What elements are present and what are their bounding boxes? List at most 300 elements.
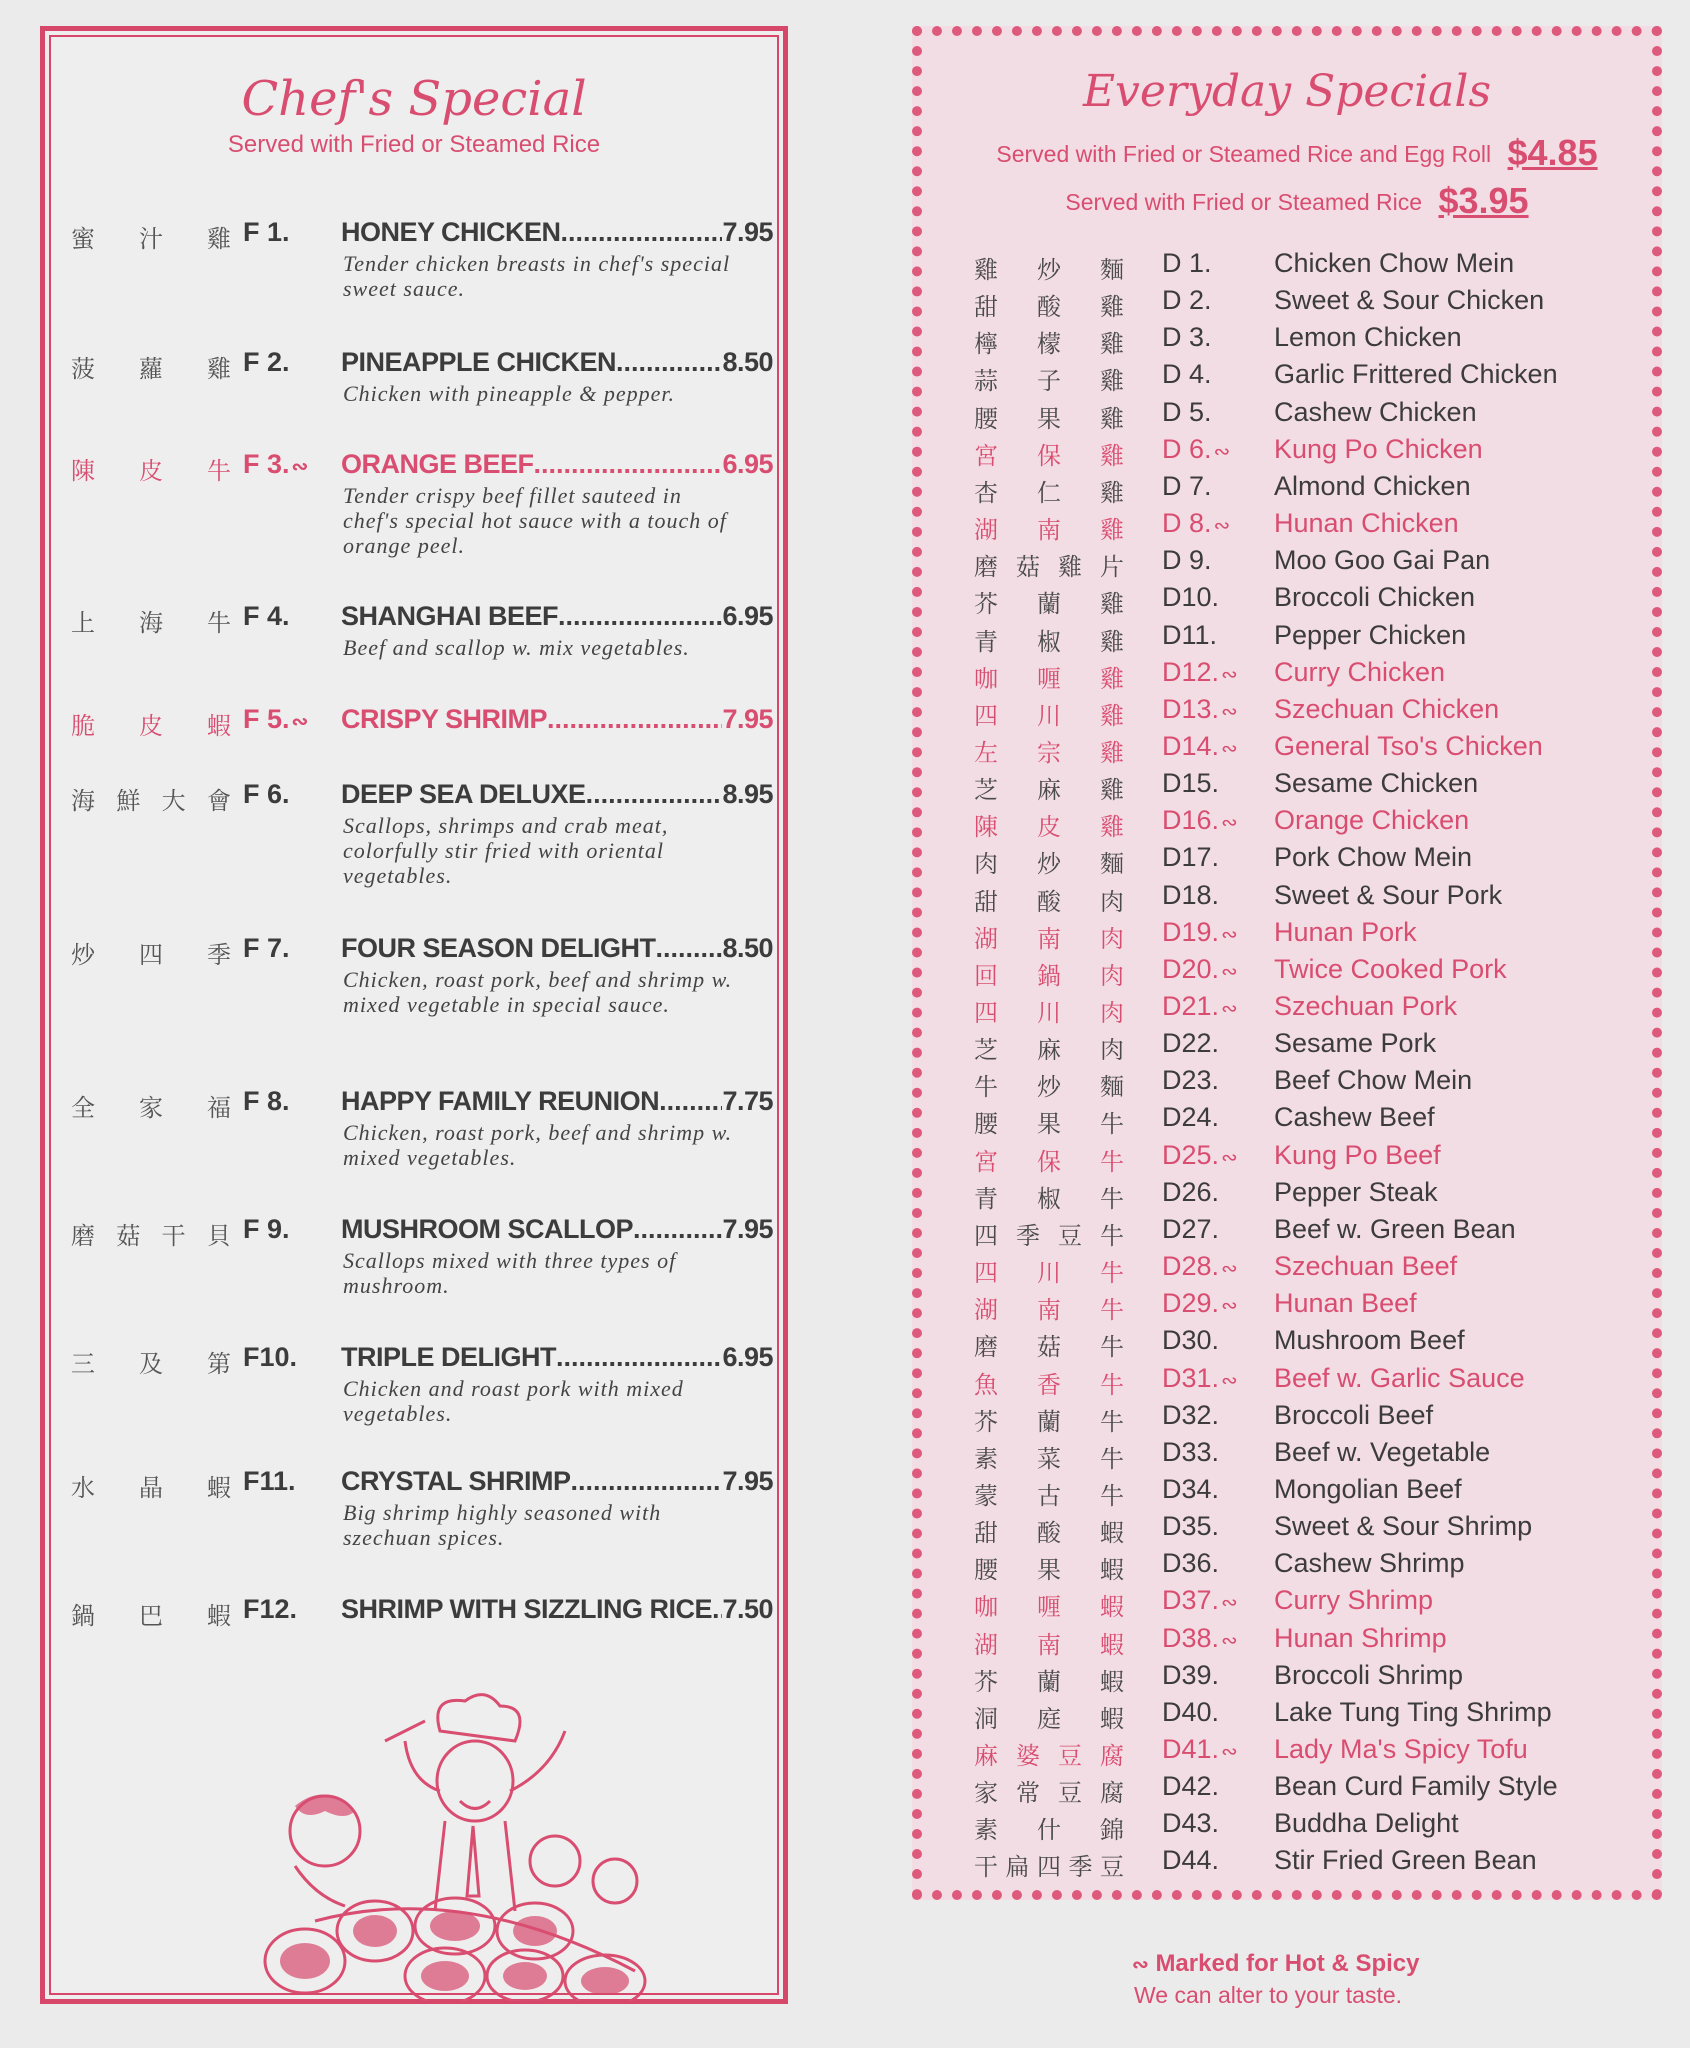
item-code: [243, 217, 290, 248]
menu-item: [974, 1623, 1634, 1660]
item-description: Chicken with pineapple & pepper.: [343, 381, 675, 406]
menu-item: [974, 359, 1634, 396]
leader-dots: [586, 779, 723, 810]
chinese-char: 四: [974, 701, 998, 730]
chinese-char: 雞: [974, 256, 998, 284]
chinese-char: 鮮: [116, 787, 141, 815]
chinese-char: 蝦: [207, 1474, 231, 1502]
chinese-name: [71, 349, 231, 384]
item-name-row: [341, 217, 773, 248]
chinese-name: [974, 324, 1124, 359]
hot-pepper-icon: ∾: [1221, 960, 1238, 983]
hot-pepper-icon: ∾: [1221, 737, 1238, 760]
item-code-text: D19.: [1162, 916, 1220, 947]
chinese-name: [71, 603, 231, 638]
chinese-char: 牛: [1100, 1184, 1124, 1213]
item-name: Curry Shrimp: [1274, 1585, 1434, 1616]
item-name: Szechuan Chicken: [1274, 693, 1500, 724]
item-price: 7.50: [722, 1594, 773, 1624]
hot-pepper-icon: ∾: [1221, 998, 1238, 1020]
item-name: Cashew Chicken: [1274, 396, 1477, 427]
chinese-name: [974, 361, 1124, 396]
item-code: [243, 601, 290, 632]
menu-item: [974, 1585, 1634, 1622]
chefs-special-title: Chef's Special: [241, 71, 587, 127]
item-name: ORANGE BEEF: [341, 449, 534, 479]
chinese-char: 季: [207, 941, 231, 969]
item-code-text: D18.: [1162, 879, 1220, 910]
item-code-text: D16.: [1162, 805, 1220, 836]
item-name-row: [341, 1594, 773, 1625]
item-name: Kung Po Chicken: [1274, 433, 1483, 464]
chinese-char: 洞: [974, 1704, 998, 1733]
hot-pepper-icon: ∾: [1221, 1295, 1238, 1318]
chefs-special-subtitle: Served with Fried or Steamed Rice: [227, 131, 601, 158]
chinese-name: [974, 1030, 1124, 1065]
chinese-name: [71, 1344, 231, 1379]
chinese-char: 湖: [974, 1296, 998, 1325]
item-name: Sesame Chicken: [1274, 768, 1479, 799]
chinese-char: 青: [974, 1184, 998, 1213]
chinese-name: [974, 844, 1124, 879]
item-name-row: [341, 1342, 773, 1373]
item-code: [1162, 248, 1212, 279]
item-code: [243, 1342, 297, 1373]
chinese-name: [71, 1216, 231, 1251]
chinese-name: [974, 807, 1124, 842]
menu-item: [974, 434, 1634, 471]
item-name-row: [341, 449, 773, 480]
item-code: [1162, 1177, 1219, 1208]
item-name: Szechuan Beef: [1274, 1251, 1458, 1282]
chinese-char: 蝦: [1100, 1556, 1124, 1585]
item-code: [1162, 1251, 1238, 1282]
item-code-text: D 4.: [1162, 359, 1212, 390]
item-code: [1162, 1028, 1219, 1059]
chinese-name: [974, 1365, 1124, 1400]
item-name: Garlic Frittered Chicken: [1274, 359, 1558, 390]
item-code: [1162, 1623, 1238, 1654]
chinese-char: 蝦: [1100, 1667, 1124, 1696]
chinese-char: 檸: [974, 330, 998, 359]
menu-item: [974, 805, 1634, 842]
item-price: 7.95: [722, 1214, 773, 1244]
chinese-char: 牛: [1100, 1333, 1124, 1362]
chinese-name: [71, 1596, 231, 1631]
chinese-name: [974, 1699, 1124, 1734]
hot-pepper-icon: ∾: [291, 456, 309, 478]
chinese-char: 會: [206, 787, 231, 815]
item-name: Twice Cooked Pork: [1274, 953, 1507, 984]
item-code-text: D13.: [1162, 693, 1220, 724]
item-code: [1162, 1845, 1219, 1876]
item-price: 8.50: [722, 933, 773, 963]
chinese-char: 肉: [1100, 999, 1124, 1027]
item-name: CRYSTAL SHRIMP: [341, 1466, 571, 1496]
item-name: Chicken Chow Mein: [1274, 248, 1515, 278]
chinese-char: 湖: [974, 1630, 998, 1659]
menu-item: [974, 880, 1634, 917]
chinese-name: [974, 399, 1124, 434]
chinese-char: 牛: [1100, 1147, 1124, 1176]
chinese-char: 南: [1037, 516, 1061, 545]
item-description: Chicken, roast pork, beef and shrimp w. mixed vegetables.: [343, 1120, 733, 1170]
item-name: FOUR SEASON DELIGHT: [341, 933, 656, 963]
chinese-char: 腰: [974, 404, 998, 433]
chinese-char: 汁: [139, 225, 163, 253]
item-code-text: F 3.: [243, 449, 290, 479]
item-name: General Tso's Chicken: [1274, 730, 1543, 761]
item-code-text: D15.: [1162, 768, 1220, 799]
chinese-char: 宮: [974, 1147, 998, 1176]
item-code-text: D 5.: [1162, 396, 1212, 427]
chinese-char: 甜: [974, 293, 998, 322]
item-code: [1162, 1288, 1238, 1319]
chinese-char: 咖: [974, 664, 998, 693]
item-price: 6.95: [722, 601, 773, 631]
chinese-char: 菇: [1037, 1333, 1061, 1362]
chinese-char: 魚: [974, 1370, 998, 1399]
item-name: SHANGHAI BEEF: [341, 601, 559, 631]
chinese-char: 蝦: [1100, 1704, 1124, 1733]
item-code-text: D 1.: [1162, 248, 1212, 278]
chinese-char: 雞: [1100, 330, 1124, 359]
menu-item: [974, 508, 1634, 545]
item-name: Mongolian Beef: [1274, 1473, 1462, 1504]
chinese-char: 香: [1037, 1370, 1061, 1399]
chinese-name: [71, 451, 231, 486]
chinese-name: [974, 882, 1124, 917]
item-name: Lemon Chicken: [1274, 322, 1462, 353]
item-price: 7.95: [722, 704, 773, 734]
item-description: Tender chicken breasts in chef's special sweet sauce.: [343, 251, 731, 301]
item-code-text: F 1.: [243, 217, 290, 247]
leader-dots: [556, 1342, 722, 1373]
item-code-text: D22.: [1162, 1028, 1220, 1059]
item-code: [1162, 1808, 1219, 1839]
item-code: [1162, 620, 1217, 651]
item-name: SHRIMP WITH SIZZLING RICE: [341, 1594, 712, 1624]
item-name: DEEP SEA DELUXE: [341, 779, 586, 809]
item-code-text: D17.: [1162, 842, 1220, 873]
item-code-text: D28.: [1162, 1251, 1220, 1282]
hot-pepper-icon: ∾: [1132, 1954, 1149, 1976]
chinese-char: 婆: [1016, 1742, 1040, 1770]
menu-item: [974, 1771, 1634, 1808]
item-name: Beef w. Vegetable: [1274, 1436, 1491, 1467]
chinese-char: 芥: [974, 590, 998, 619]
item-code: [1162, 1325, 1219, 1356]
item-name-row: [341, 347, 773, 378]
hot-pepper-icon: ∾: [1221, 923, 1238, 946]
item-name: Curry Chicken: [1274, 656, 1446, 687]
spicy-legend: [1130, 1950, 1419, 1978]
item-code-text: D41.: [1162, 1734, 1220, 1764]
hot-pepper-icon: ∾: [1221, 700, 1238, 723]
chinese-char: 川: [1037, 1259, 1061, 1288]
item-code-text: D35.: [1162, 1511, 1220, 1542]
item-code: [1162, 842, 1219, 873]
chinese-char: 鍋: [1037, 961, 1061, 990]
item-code: [1162, 359, 1212, 390]
chinese-char: 蘭: [1037, 590, 1061, 619]
item-price: 7.95: [722, 217, 773, 247]
chinese-char: 大: [161, 787, 186, 815]
item-code-text: D14.: [1162, 730, 1220, 761]
chinese-name: [71, 1468, 231, 1503]
chinese-char: 肉: [1100, 961, 1124, 990]
chef-family-illustration: [235, 1691, 685, 2001]
item-name: Hunan Shrimp: [1274, 1622, 1447, 1653]
rice-only-price: $3.95: [1438, 180, 1529, 221]
chinese-char: 陳: [71, 457, 95, 485]
item-name: Cashew Shrimp: [1274, 1548, 1465, 1579]
chinese-char: 芝: [974, 776, 998, 805]
item-code-text: D25.: [1162, 1139, 1220, 1170]
chinese-name: [974, 1810, 1124, 1845]
chinese-char: 什: [1037, 1816, 1061, 1845]
item-code-text: D20.: [1162, 953, 1220, 984]
hot-pepper-icon: ∾: [1213, 515, 1231, 538]
item-price: 7.75: [722, 1086, 773, 1116]
everyday-specials-panel: [912, 26, 1662, 1900]
item-code: [243, 933, 290, 964]
chinese-char: 川: [1037, 701, 1061, 730]
item-code-text: D12.: [1162, 656, 1220, 687]
menu-item: [974, 1845, 1634, 1882]
chinese-char: 牛: [1100, 1481, 1124, 1510]
chinese-char: 雞: [207, 355, 231, 383]
chinese-char: 麵: [1100, 1073, 1124, 1102]
item-name: Orange Chicken: [1274, 805, 1470, 836]
chinese-char: 水: [71, 1474, 95, 1502]
chinese-char: 雞: [1100, 478, 1124, 507]
chinese-char: 蝦: [207, 712, 231, 740]
chinese-name: [974, 510, 1124, 545]
chinese-char: 古: [1037, 1481, 1061, 1510]
chinese-name: [974, 659, 1124, 694]
item-name-row: [341, 933, 773, 964]
chinese-char: 椒: [1037, 1184, 1061, 1213]
hot-pepper-icon: ∾: [291, 711, 309, 733]
menu-item: [974, 285, 1634, 322]
item-name-row: [341, 1466, 773, 1497]
chinese-name: [71, 1088, 231, 1123]
item-name: Buddha Delight: [1274, 1808, 1459, 1839]
spicy-legend-text: Marked for Hot & Spicy: [1155, 1950, 1420, 1977]
chinese-char: 晶: [139, 1474, 163, 1502]
chinese-name: [974, 1253, 1124, 1288]
chinese-char: 肉: [1100, 924, 1124, 953]
item-code-text: D30.: [1162, 1325, 1220, 1356]
chinese-char: 脆: [71, 712, 95, 740]
menu-item: [974, 1214, 1634, 1251]
item-code: [243, 1466, 296, 1497]
item-description: Chicken, roast pork, beef and shrimp w. mixed vegetable in special sauce.: [343, 967, 733, 1017]
item-code: [1162, 1140, 1238, 1171]
chinese-char: 皮: [139, 712, 163, 740]
item-code: [1162, 1102, 1219, 1133]
chinese-char: 豆: [1058, 1221, 1082, 1250]
item-name: Sweet & Sour Shrimp: [1274, 1511, 1533, 1542]
chinese-name: [974, 770, 1124, 805]
leader-dots: [547, 704, 722, 735]
chinese-char: 咖: [974, 1593, 998, 1622]
menu-item: [974, 620, 1634, 657]
item-code: [1162, 434, 1230, 465]
item-code-text: D11.: [1162, 619, 1218, 650]
item-code: [1162, 1511, 1219, 1542]
chinese-char: 季: [1016, 1221, 1040, 1250]
chinese-char: 牛: [974, 1073, 998, 1102]
chinese-char: 素: [974, 1444, 998, 1473]
item-code: [243, 779, 290, 810]
chinese-char: 喱: [1037, 664, 1061, 693]
chinese-char: 果: [1037, 404, 1061, 433]
egg-roll-combo-text: Served with Fried or Steamed Rice and Egg Roll: [996, 141, 1492, 167]
chinese-char: 磨: [71, 1222, 95, 1250]
chinese-char: 豆: [1058, 1779, 1082, 1808]
item-name-row: [341, 779, 773, 810]
item-name: HONEY CHICKEN: [341, 217, 561, 247]
chinese-char: 蝦: [207, 1602, 231, 1630]
item-name: Broccoli Shrimp: [1274, 1659, 1464, 1690]
chinese-char: 三: [71, 1350, 95, 1378]
chinese-char: 雞: [1100, 441, 1124, 470]
chinese-char: 海: [139, 609, 163, 637]
item-code-text: F 9.: [243, 1214, 290, 1244]
hot-pepper-icon: ∾: [1221, 1741, 1238, 1763]
hot-pepper-icon: ∾: [1221, 1369, 1238, 1392]
chinese-name: [71, 935, 231, 970]
item-code-text: D 3.: [1162, 322, 1212, 353]
chinese-char: 果: [1037, 1556, 1061, 1585]
chinese-char: 素: [974, 1816, 998, 1845]
item-description: Scallops mixed with three types of mushroom.: [343, 1248, 677, 1298]
leader-dots: [712, 1594, 722, 1625]
chinese-char: 牛: [207, 457, 231, 485]
chinese-char: 四: [974, 1221, 998, 1250]
item-name: CRISPY SHRIMP: [341, 704, 548, 734]
item-price: 8.50: [722, 347, 773, 377]
chinese-char: 蘿: [139, 355, 163, 383]
chinese-char: 肉: [1100, 1036, 1124, 1065]
item-code: [1162, 917, 1238, 948]
chinese-char: 牛: [1100, 1296, 1124, 1325]
rice-only-text: Served with Fried or Steamed Rice: [1065, 189, 1423, 215]
item-code-text: D37.: [1162, 1585, 1220, 1616]
hot-pepper-icon: ∾: [1221, 812, 1238, 835]
hot-pepper-icon: ∾: [1221, 1629, 1238, 1652]
item-code: [1162, 322, 1212, 353]
menu-item: [974, 1548, 1634, 1585]
hot-pepper-icon: ∾: [1221, 1592, 1238, 1615]
chinese-name: [974, 1625, 1124, 1660]
chinese-char: 上: [71, 609, 95, 637]
menu-item: [974, 1660, 1634, 1697]
menu-item: [974, 1437, 1634, 1474]
item-code-text: D33.: [1162, 1436, 1220, 1467]
item-code-text: D10.: [1162, 582, 1220, 613]
chinese-char: 雞: [1100, 813, 1124, 842]
leader-dots: [558, 601, 722, 632]
chinese-name: [974, 919, 1124, 954]
item-code-text: F 7.: [243, 933, 290, 963]
item-code-text: D42.: [1162, 1771, 1220, 1802]
item-code-text: D32.: [1162, 1399, 1220, 1430]
chinese-name: [974, 1513, 1124, 1548]
item-name: Hunan Chicken: [1274, 508, 1459, 539]
chinese-char: 雞: [1100, 367, 1124, 396]
menu-item: [974, 248, 1634, 285]
menu-item: [974, 1288, 1634, 1325]
chinese-char: 貝: [206, 1222, 231, 1250]
chinese-char: 四: [1037, 1853, 1061, 1882]
item-name: Bean Curd Family Style: [1274, 1771, 1558, 1802]
chinese-char: 雞: [1100, 738, 1124, 767]
item-code-text: D 8.: [1162, 508, 1212, 539]
chinese-char: 喱: [1037, 1593, 1061, 1622]
chinese-name: [974, 473, 1124, 508]
alter-taste-note: We can alter to your taste.: [1134, 1982, 1403, 2008]
chinese-char: 保: [1037, 1147, 1061, 1176]
item-code: [1162, 508, 1230, 539]
chinese-char: 蒙: [974, 1481, 998, 1510]
menu-item: [974, 694, 1634, 731]
chinese-name: [974, 696, 1124, 731]
chinese-char: 腰: [974, 1556, 998, 1585]
item-code-text: D29.: [1162, 1288, 1220, 1319]
menu-item: [974, 1251, 1634, 1288]
menu-item: [974, 842, 1634, 879]
chinese-char: 麵: [1100, 256, 1124, 284]
chinese-char: 家: [139, 1094, 163, 1122]
item-code-text: F 8.: [243, 1086, 290, 1116]
item-name: Sesame Pork: [1274, 1028, 1437, 1059]
chinese-char: 錦: [1100, 1816, 1124, 1845]
chinese-char: 雞: [1100, 404, 1124, 433]
chinese-char: 宮: [974, 441, 998, 470]
chinese-char: 菜: [1037, 1444, 1061, 1473]
item-code: [243, 449, 308, 480]
chinese-name: [974, 733, 1124, 768]
chinese-char: 湖: [974, 924, 998, 953]
chinese-char: 蝦: [1100, 1630, 1124, 1659]
item-code: [1162, 471, 1212, 502]
item-name: Moo Goo Gai Pan: [1274, 545, 1491, 576]
item-code-text: F11.: [243, 1466, 296, 1496]
leader-dots: [561, 217, 723, 248]
chinese-char: 子: [1037, 367, 1061, 396]
item-description: Tender crispy beef fillet sauteed in chef's special hot sauce with a touch of orange peel.: [343, 483, 727, 558]
chefs-special-panel: [40, 26, 788, 2004]
chinese-char: 牛: [1100, 1221, 1124, 1250]
chinese-char: 雞: [1100, 590, 1124, 619]
item-name-row: [341, 1086, 773, 1117]
item-code-text: D31.: [1162, 1362, 1220, 1393]
menu-item: [974, 1177, 1634, 1214]
chinese-char: 庭: [1037, 1704, 1061, 1733]
chinese-name: [974, 1550, 1124, 1585]
item-name: PINEAPPLE CHICKEN: [341, 347, 617, 377]
rice-only-line: [962, 180, 1632, 222]
chinese-char: 麻: [974, 1742, 998, 1770]
chinese-char: 雞: [1100, 516, 1124, 545]
item-name: Broccoli Chicken: [1274, 582, 1476, 613]
chinese-char: 豆: [1058, 1742, 1082, 1770]
chinese-char: 雞: [207, 225, 231, 253]
item-code-text: D21.: [1162, 991, 1220, 1021]
